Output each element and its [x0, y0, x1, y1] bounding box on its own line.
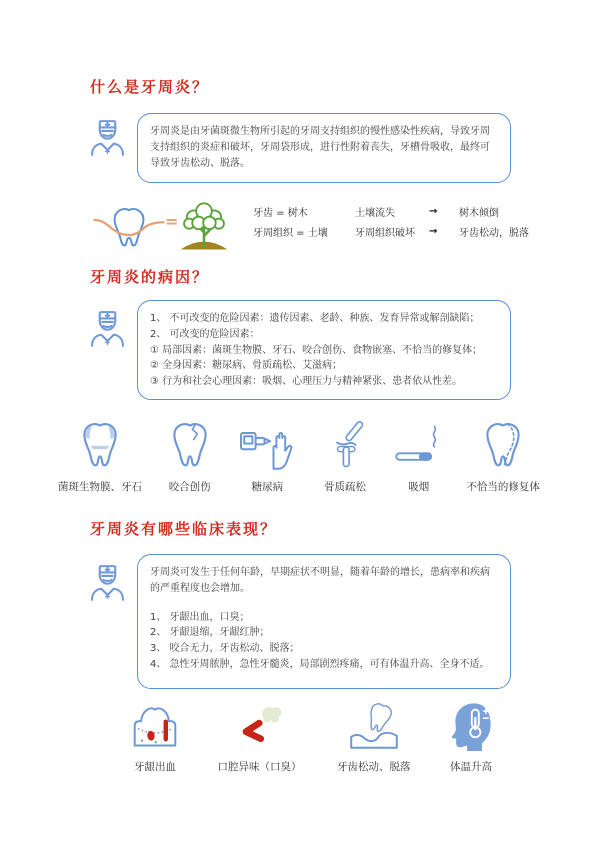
cause-icon-label: 糖尿病 [251, 481, 284, 493]
glucose-meter-hand-icon [237, 420, 297, 472]
symptom-icon-item [128, 698, 182, 774]
cause-icons-row [58, 418, 540, 494]
symptom-icon-item [337, 698, 411, 774]
cause-icon-item [164, 418, 216, 494]
cause-icon-label: 咬合创伤 [168, 481, 211, 493]
analogy-cause: 牙周组织破坏 [355, 228, 415, 239]
cause-icon-item [393, 418, 445, 494]
cause-icon-label: 不恰当的修复体 [466, 481, 540, 493]
loose-tooth-icon [346, 698, 402, 752]
analogy-pair: 牙周组织 = 土壤 [253, 228, 328, 239]
cause-line: 2、 可改变的危险因素： [150, 328, 260, 340]
arrow-icon: → [429, 206, 438, 217]
symptom-line: 1、 牙龈出血，口臭； [150, 611, 250, 623]
analogy-effect: 牙齿松动，脱落 [459, 228, 529, 239]
symptom-icon-label: 牙齿松动、脱落 [337, 761, 411, 773]
analogy-cause: 土壤流失 [355, 208, 395, 219]
bad-breath-icon [232, 702, 288, 752]
cause-icon-label: 菌斑生物膜、牙石 [58, 481, 142, 493]
cause-line: ② 全身因素：糖尿病、骨质疏松、艾滋病； [150, 360, 343, 372]
arrow-icon: → [429, 226, 438, 237]
cause-line: ③ 行为和社会心理因素：吸烟、心理压力与精神紧张、患者依从性差。 [150, 376, 463, 388]
symptom-line: 4、 急性牙周脓肿，急性牙髓炎，局部剧烈疼痛，可有体温升高、全身不适。 [150, 658, 490, 670]
fever-head-thermometer-icon [446, 700, 496, 752]
analogy-effect: 树木倾倒 [459, 208, 499, 219]
analogy-pair: 牙齿 = 树木 [253, 208, 308, 219]
symptom-icon-label: 口腔异味（口臭） [217, 761, 302, 773]
section1-speech-bubble [137, 113, 511, 183]
osteoporosis-bone-icon [319, 418, 371, 472]
doctor-icon [85, 111, 130, 165]
tooth-restoration-dashed-icon [477, 418, 529, 472]
bleeding-gums-icon [128, 700, 182, 752]
tree-icon [179, 195, 229, 257]
tooth-crack-icon [164, 418, 216, 472]
cause-icon-item [237, 418, 297, 494]
cigarette-icon [393, 420, 445, 472]
doctor-icon [85, 302, 130, 356]
cause-line: ① 局部因素：菌斑生物膜、牙石、咬合创伤、食物嵌塞、不恰当的修复体； [150, 344, 483, 356]
section2-title: 牙周炎的病因？ [90, 268, 210, 286]
tooth-plaque-icon [74, 418, 126, 472]
section1-title: 什么是牙周炎？ [90, 78, 210, 96]
symptom-line: 3、 咬合无力，牙齿松动、脱落； [150, 643, 300, 655]
cause-icon-item [319, 418, 371, 494]
cause-line: 1、 不可改变的危险因素：遗传因素、老龄、种族、发育异常或解剖缺陷； [150, 313, 480, 324]
section1-bubble-text: 牙周炎是由牙菌斑微生物所引起的牙周支持组织的慢性感染性疾病，导致牙周支持组织的炎症和破坏，牙周袋形成，进行性附着丧失，牙槽骨吸收，最终可导致牙齿松动、脱落。 [150, 126, 490, 169]
analogy-table [253, 204, 529, 239]
doctor-icon [85, 556, 130, 610]
section3-title: 牙周炎有哪些临床表现？ [90, 520, 278, 538]
symptom-icon-item [218, 698, 302, 774]
cause-icon-label: 骨质疏松 [324, 481, 367, 493]
equals-sign: = [165, 212, 179, 231]
symptom-icon-label: 体温升高 [450, 761, 492, 773]
section3-speech-bubble [137, 554, 511, 689]
cause-icon-label: 吸烟 [408, 481, 430, 493]
symptom-intro: 牙周炎可发生于任何年龄，早期症状不明显，随着年龄的增长，患病率和疾病的严重程度也会增加。 [150, 567, 490, 594]
symptom-icon-item [446, 698, 496, 774]
symptom-line: 2、 牙龈退缩，牙龈红肿； [150, 627, 270, 639]
cause-icon-item [466, 418, 540, 494]
symptom-icons-row [128, 698, 496, 774]
symptom-icon-label: 牙龈出血 [134, 761, 176, 773]
tooth-with-gumline-icon [93, 196, 165, 256]
cause-icon-item [58, 418, 142, 494]
section2-speech-bubble [137, 300, 511, 400]
